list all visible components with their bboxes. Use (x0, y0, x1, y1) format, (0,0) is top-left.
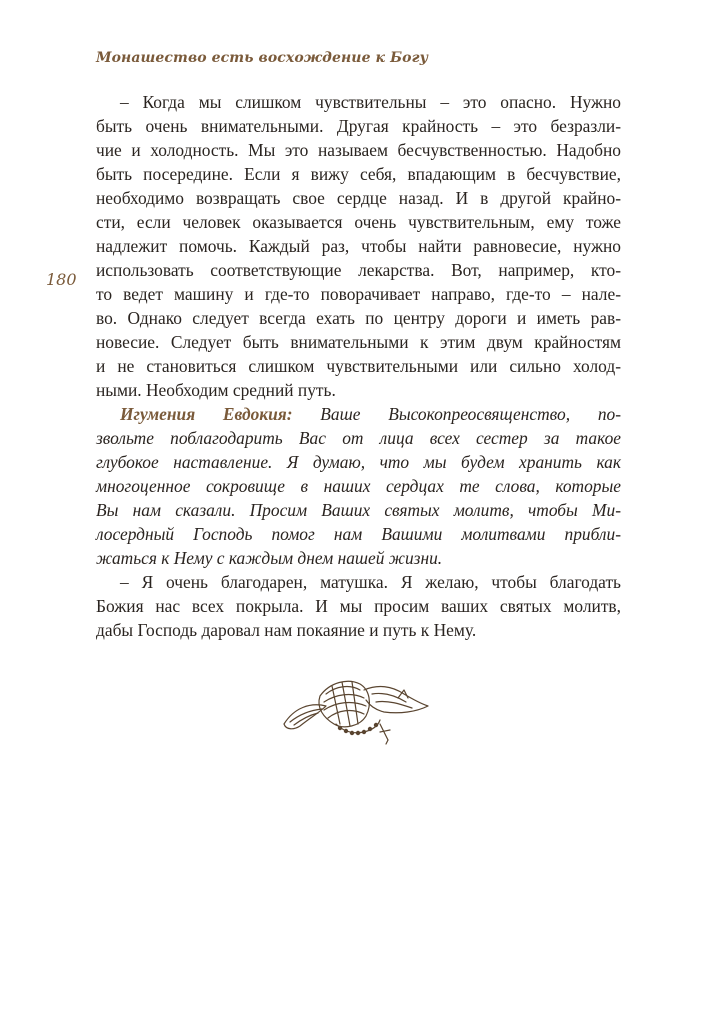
running-head: Монашество есть восхождение к Богу (96, 50, 429, 66)
paragraph-2 (96, 402, 621, 570)
text-line: использовать соответствующие лекарства. Вот, например, кто- (96, 260, 621, 280)
text-line: во. Однако следует всегда ехать по центру дороги и иметь рав- (96, 308, 621, 328)
text-line: новесие. Следует быть внимательными к этим двум крайностям (96, 332, 621, 352)
text-line: многоценное сокровище в наших сердцах те слова, которые (96, 476, 621, 496)
text-line: Вы нам сказали. Просим Ваших святых молитв, чтобы Ми- (96, 500, 621, 520)
text-line: чие и холодность. Мы это называем бесчувственностью. Надобно (96, 140, 621, 160)
text-line: то ведет машину и где-то поворачивает направо, где-то – нале- (96, 284, 621, 304)
text-line: быть посередине. Если я вижу себя, впадающим в бесчувствие, (96, 164, 621, 184)
ornament-prayer-rope-icon (280, 668, 430, 748)
paragraph-1 (96, 90, 621, 402)
text-line: лосердный Господь помог нам Вашими молитвами прибли- (96, 524, 621, 544)
speaker-name: Игумения Евдокия: (120, 404, 293, 424)
text-line (96, 402, 621, 426)
paragraph-3 (96, 570, 621, 642)
text-line: – Я очень благодарен, матушка. Я желаю, чтобы благодать (120, 572, 621, 592)
text-line: и не становиться слишком чувствительными или сильно холод- (96, 356, 621, 376)
text-line: дабы Господь даровал нам покаяние и путь к Нему. (96, 620, 477, 640)
text-fragment: Ваше Высокопреосвященство, по- (292, 404, 622, 424)
text-line: быть очень внимательными. Другая крайность – это безразли- (96, 116, 621, 136)
text-line: глубокое наставление. Я думаю, что мы будем хранить как (96, 452, 621, 472)
text-line: звольте поблагодарить Вас от лица всех сестер за такое (96, 428, 621, 448)
text-line: надлежит помочь. Каждый раз, чтобы найти равновесие, нужно (96, 236, 621, 256)
page-number: 180 (46, 270, 77, 289)
text-line: Божия нас всех покрыла. И мы просим ваших святых молитв, (96, 596, 621, 616)
text-line: жаться к Нему с каждым днем нашей жизни. (96, 548, 443, 568)
text-line: – Когда мы слишком чувствительны – это опасно. Нужно (120, 92, 621, 112)
text-line: ными. Необходим средний путь. (96, 380, 336, 400)
text-line: сти, если человек оказывается очень чувствительным, ему тоже (96, 212, 621, 232)
text-line: необходимо возвращать свое сердце назад. И в другой крайно- (96, 188, 621, 208)
main-text (96, 90, 621, 642)
